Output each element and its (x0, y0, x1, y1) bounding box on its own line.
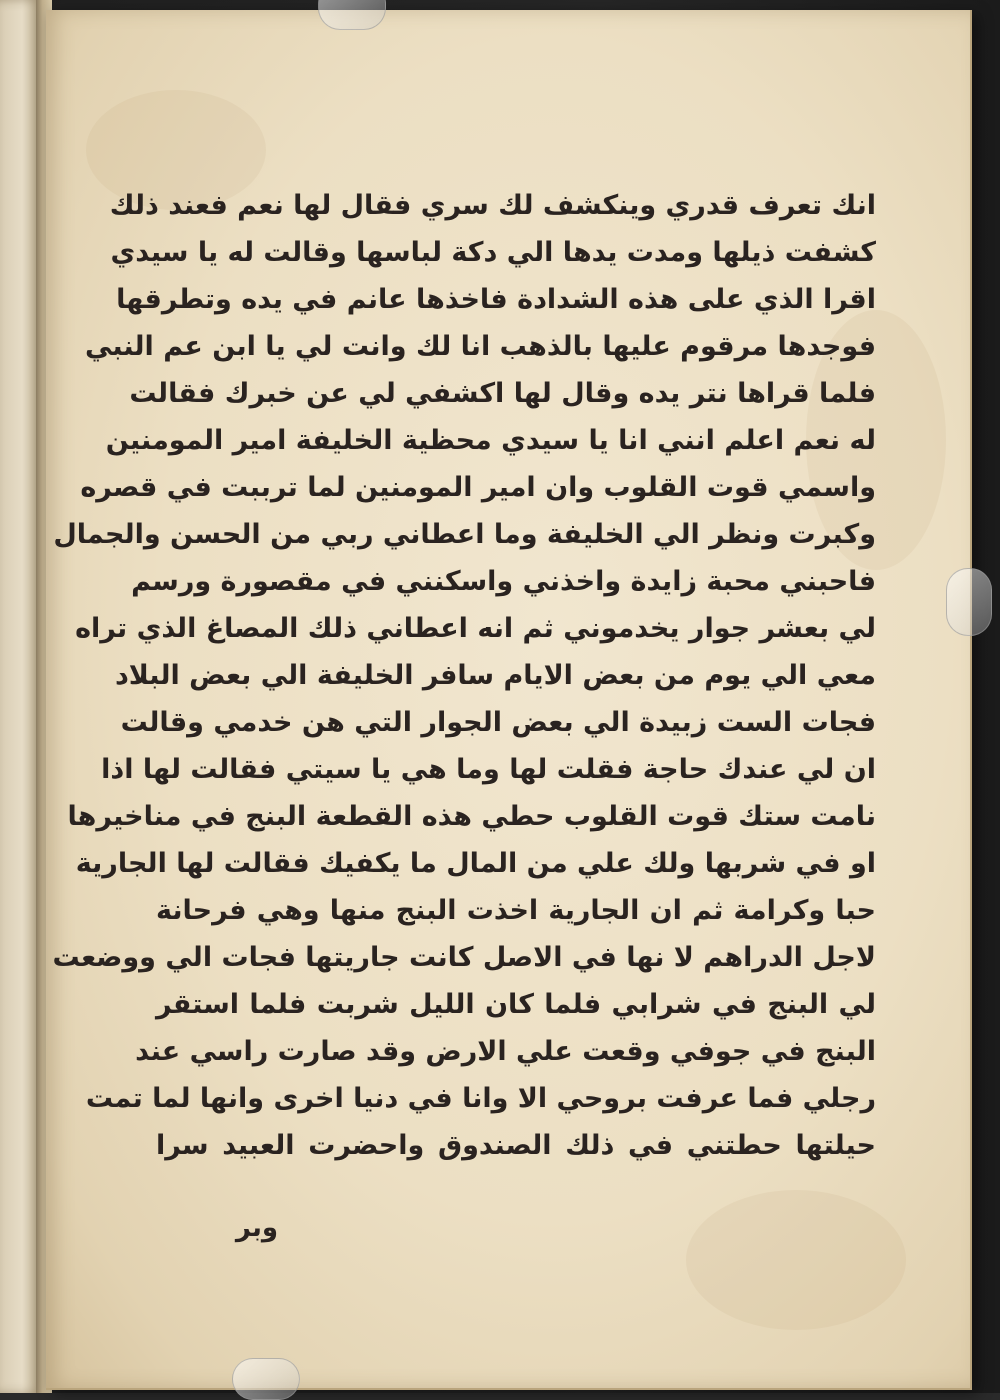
text-line-16: حبا وكرامة ثم ان الجارية اخذت البنج منها وهي فرحانة (156, 895, 876, 926)
paper-stain (686, 1190, 906, 1330)
text-line-19: البنج في جوفي وقعت علي الارض وقد صارت راسي عند (135, 1036, 876, 1067)
catchword: وبر (235, 1213, 278, 1243)
text-line-14: نامت ستك قوت القلوب حطي هذه القطعة البنج في مناخيرها (67, 801, 876, 832)
text-line-5: فلما قراها نتر يده وقال لها اكشفي لي عن خبرك فقالت (129, 378, 876, 409)
text-line-18: لي البنج في شرابي فلما كان الليل شربت فلما استقر (156, 989, 876, 1020)
text-line-6: له نعم اعلم انني انا يا سيدي محظية الخليفة امير المومنين (105, 425, 876, 456)
text-line-10: لي بعشر جوار يخدموني ثم انه اعطاني ذلك المصاغ الذي تراه (75, 613, 876, 644)
text-line-20: رجلي فما عرفت بروحي الا وانا في دنيا اخرى وانها لما تمت (85, 1083, 876, 1114)
manuscript-page (46, 10, 972, 1390)
mount-clip-bottom (232, 1358, 300, 1400)
text-line-17: لاجل الدراهم لا نها في الاصل كانت جاريتها فجات الي ووضعت (52, 942, 876, 973)
text-line-7: واسمي قوت القلوب وان امير المومنين لما ترببت في قصره (80, 472, 876, 503)
mount-clip-top (318, 0, 386, 30)
text-line-15: او في شربها ولك علي من المال ما يكفيك فقالت لها الجارية (75, 848, 876, 879)
text-line-11: معي الي يوم من بعض الايام سافر الخليفة الي بعض البلاد (114, 660, 876, 691)
mount-clip-right (946, 568, 992, 636)
text-line-3: اقرا الذي على هذه الشدادة فاخذها عانم في يده وتطرقها (116, 284, 876, 315)
text-line-4: فوجدها مرقوم عليها بالذهب انا لك وانت لي يا ابن عم النبي (85, 331, 876, 362)
text-line-12: فجات الست زبيدة الي بعض الجوار التي هن خدمي وقالت (120, 707, 876, 738)
text-line-9: فاحبني محبة زايدة واخذني واسكنني في مقصورة ورسم (131, 566, 876, 597)
text-line-1: انك تعرف قدري وينكشف لك سري فقال لها نعم فعند ذلك (109, 190, 876, 221)
manuscript-text (52, 182, 876, 1169)
text-line-21: حيلتها حطتني في ذلك الصندوق واحضرت العبيد سرا (156, 1130, 876, 1161)
text-line-8: وكبرت ونظر الي الخليفة وما اعطاني ربي من الحسن والجمال (53, 519, 876, 550)
left-page-edge (0, 0, 40, 1393)
text-line-2: كشفت ذيلها ومدت يدها الي دكة لباسها وقالت له يا سيدي (110, 237, 876, 268)
text-line-13: ان لي عندك حاجة فقلت لها وما هي يا سيتي فقالت لها اذا (101, 754, 876, 785)
